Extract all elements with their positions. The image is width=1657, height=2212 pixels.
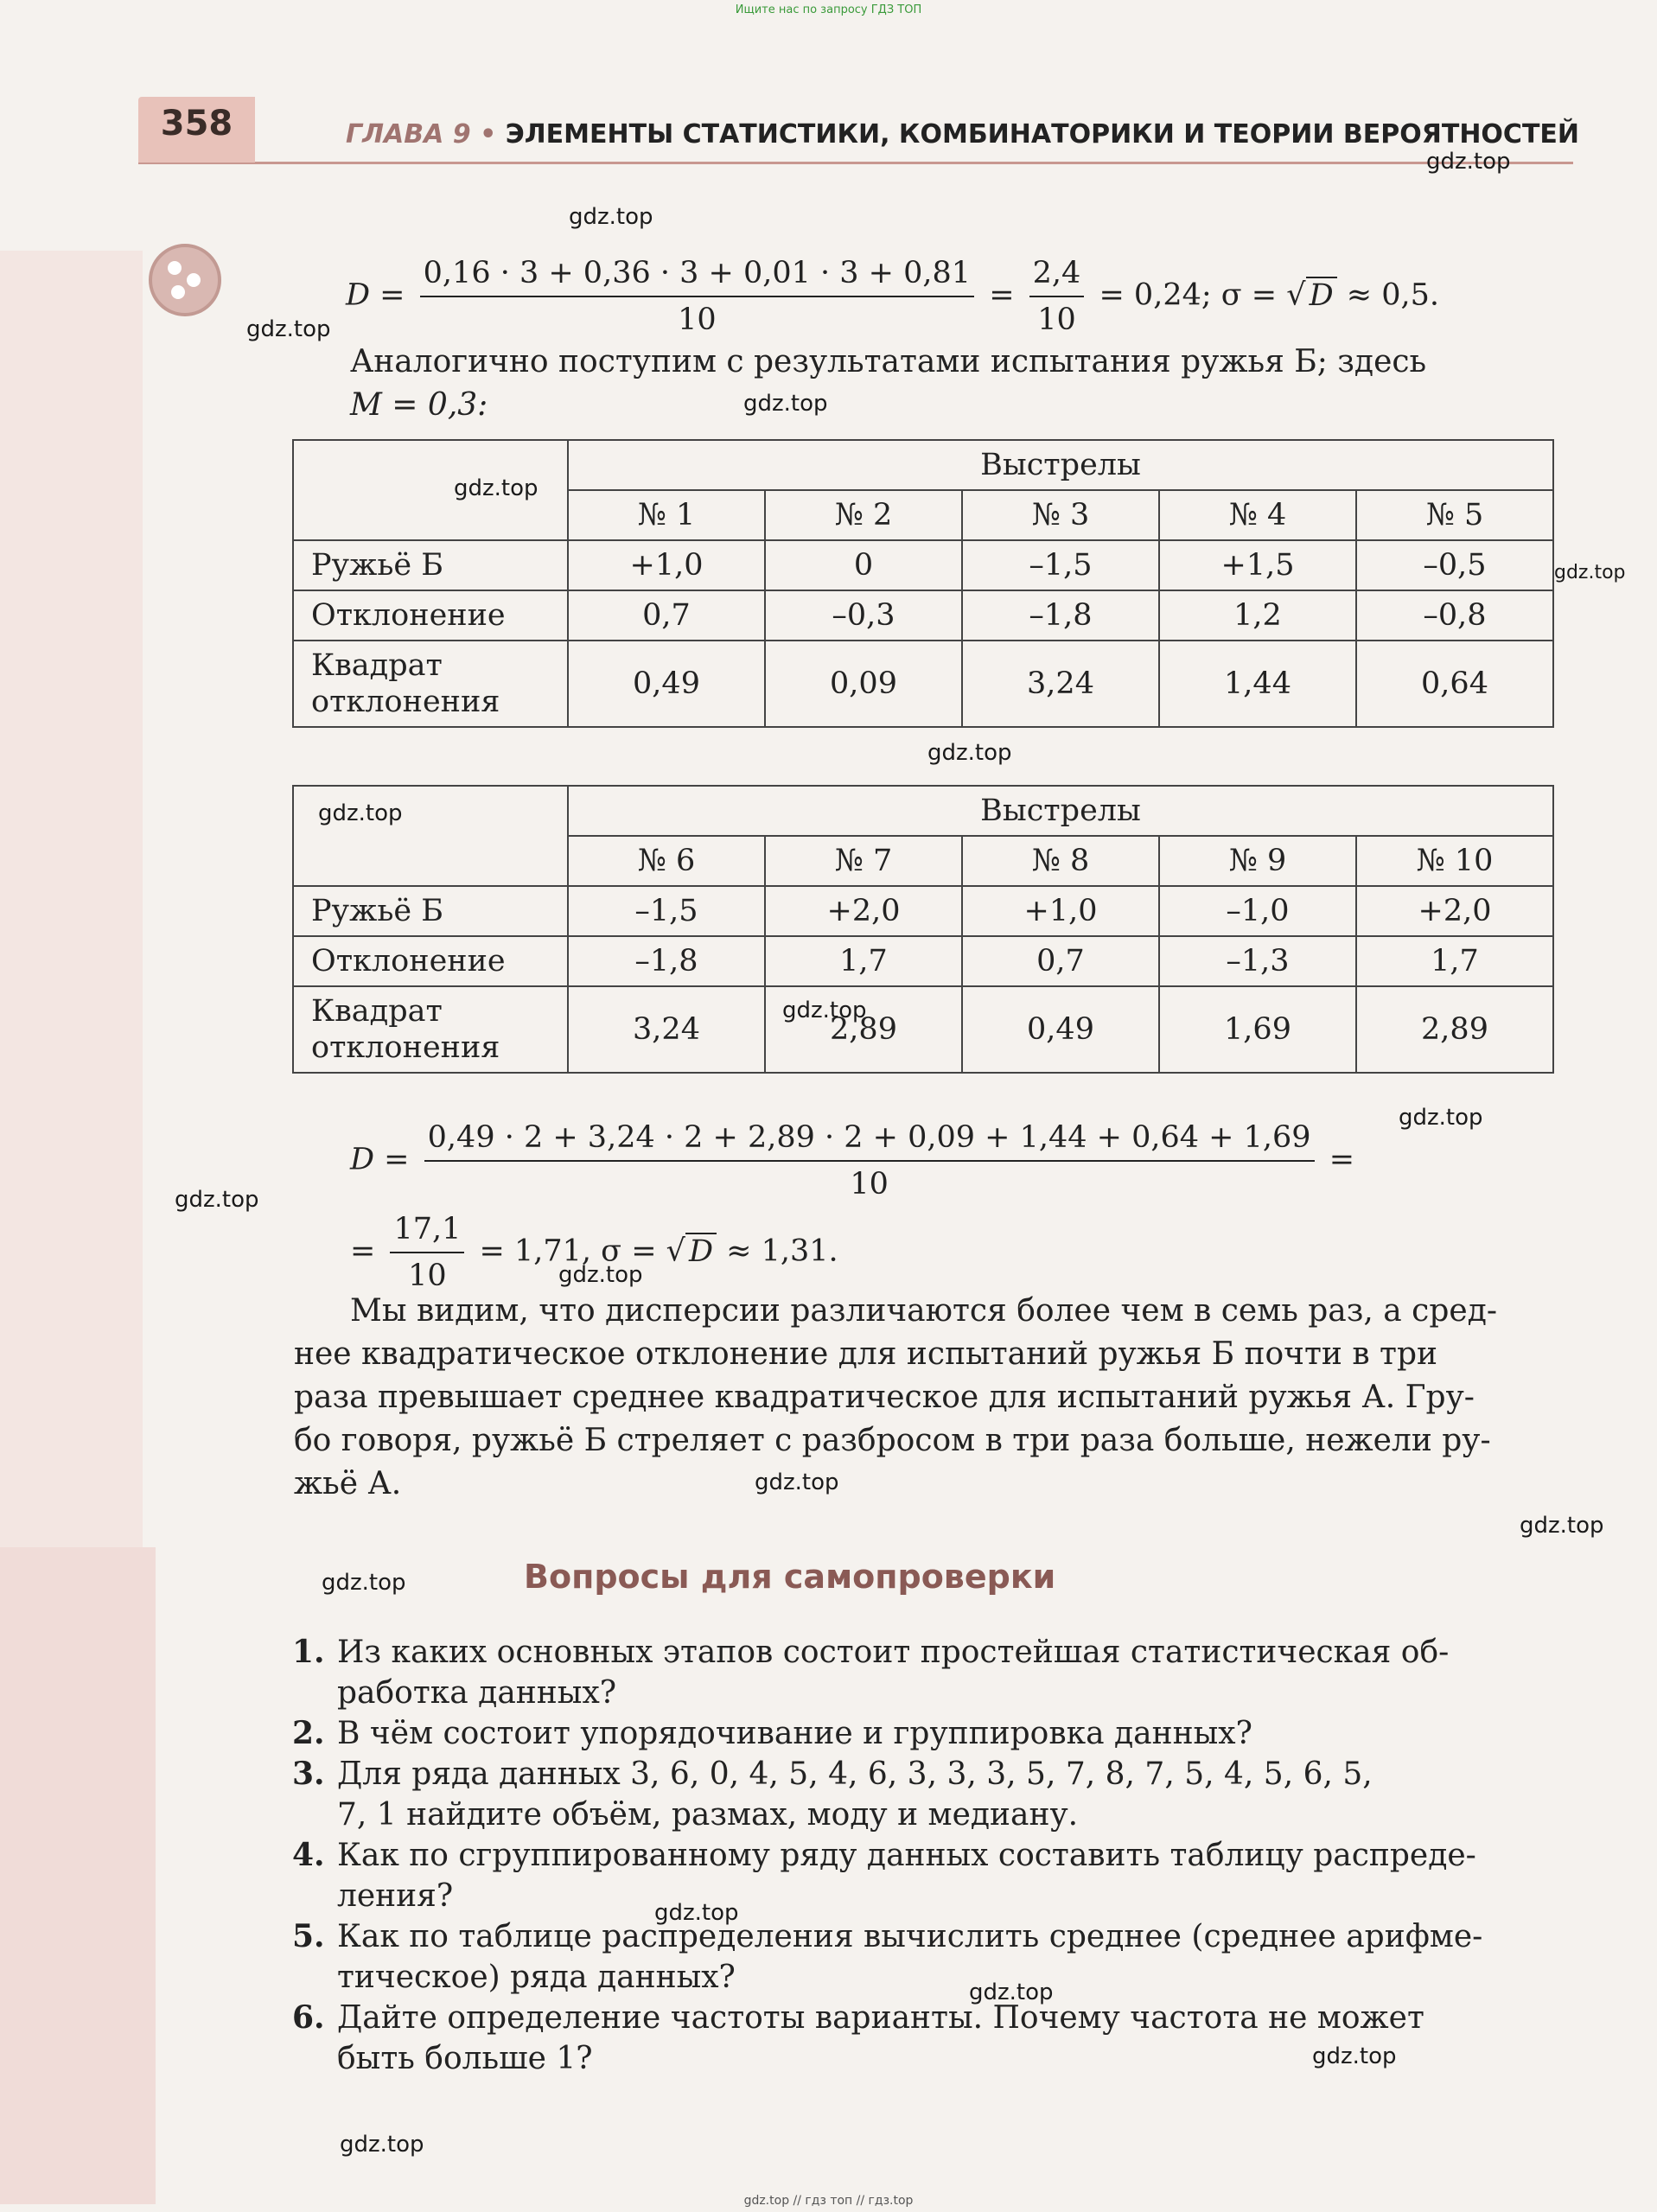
- watermark: gdz.top: [558, 1262, 643, 1288]
- section-marker-icon: [149, 244, 221, 316]
- column-header: № 9: [1159, 836, 1356, 886]
- margin-band: [0, 251, 143, 1547]
- fraction: $\frac{17,1}{10}$: [390, 1208, 464, 1297]
- watermark: gdz.top: [1312, 2043, 1397, 2069]
- watermark: gdz.top: [755, 1469, 839, 1495]
- list-item: 6. Дайте определение частоты варианты. Почему частота не может быть больше 1?: [292, 1999, 1424, 2076]
- bullet-icon: •: [480, 119, 506, 150]
- shots-table-1: [292, 439, 1554, 728]
- watermark: gdz.top: [1426, 149, 1511, 175]
- table-row: Ружьё Б +1,0 0 –1,5 +1,5 –0,5: [293, 540, 1553, 590]
- table-row: Квадрат отклонения 3,24 2,89 0,49 1,69 2,89: [293, 986, 1553, 1073]
- watermark: gdz.top: [1554, 562, 1626, 583]
- chapter-label: ГЛАВА 9: [346, 119, 471, 150]
- paragraph: Аналогично поступим с результатами испытания ружья Б; здесь M = 0,3:: [350, 344, 1427, 423]
- list-item: 3. Для ряда данных 3, 6, 0, 4, 5, 4, 6, 3, 3, 3, 5, 7, 8, 7, 5, 4, 5, 6, 5, 7, 1 найдите объём, размах, моду и медиану.: [292, 1756, 1373, 1833]
- footer-links[interactable]: gdz.top // гдз топ // гдз.top: [743, 2194, 914, 2208]
- column-header: № 7: [765, 836, 962, 886]
- watermark: gdz.top: [782, 998, 867, 1023]
- watermark: gdz.top: [454, 475, 539, 501]
- column-header: № 10: [1356, 836, 1553, 886]
- column-header: № 5: [1356, 490, 1553, 540]
- sqrt-symbol: √: [666, 1233, 685, 1269]
- chapter-name: ЭЛЕМЕНТЫ СТАТИСТИКИ, КОМБИНАТОРИКИ И ТЕОРИИ ВЕРОЯТНОСТЕЙ: [505, 119, 1580, 150]
- list-item: 1. Из каких основных этапов состоит простейшая статистическая об- работка данных?: [292, 1634, 1450, 1711]
- column-header: № 3: [962, 490, 1159, 540]
- watermark: gdz.top: [1399, 1105, 1483, 1131]
- table-row: Квадрат отклонения 0,49 0,09 3,24 1,44 0,64: [293, 641, 1553, 727]
- watermark: gdz.top: [340, 2132, 424, 2158]
- question-list: [292, 1632, 1545, 2079]
- column-header: № 2: [765, 490, 962, 540]
- group-header: Выстрелы: [568, 786, 1553, 836]
- watermark: gdz.top: [569, 204, 653, 230]
- column-header: № 6: [568, 836, 765, 886]
- variance-formula-a: D = $\frac{0,16 \cdot 3 + 0,36 \cdot 3 + 0,01 \cdot 3 + 0,81}{10}$ = $\frac{2,4}{10}$ = 0,24; σ = √ D ≈ 0,5.: [346, 252, 1439, 341]
- watermark: gdz.top: [318, 800, 403, 826]
- fraction: $\frac{2,4}{10}$: [1029, 252, 1085, 341]
- fraction: $\frac{0,49 \cdot 2 + 3,24 \cdot 2 + 2,89 \cdot 2 + 0,09 + 1,44 + 0,64 + 1,69}{10}$: [424, 1117, 1315, 1205]
- sqrt-symbol: √: [1286, 277, 1306, 313]
- list-item: 2. В чём состоит упорядочивание и группировка данных?: [292, 1715, 1252, 1751]
- chapter-title: [346, 119, 1579, 150]
- watermark: gdz.top: [969, 1979, 1054, 2005]
- fraction: $\frac{0,16 \cdot 3 + 0,36 \cdot 3 + 0,01 \cdot 3 + 0,81}{10}$: [420, 252, 974, 341]
- watermark: gdz.top: [654, 1900, 739, 1926]
- search-banner[interactable]: Ищите нас по запросу ГДЗ ТОП: [735, 3, 922, 16]
- watermark: gdz.top: [175, 1187, 259, 1213]
- table-row: Отклонение –1,8 1,7 0,7 –1,3 1,7: [293, 936, 1553, 986]
- list-item: 4. Как по сгруппированному ряду данных составить таблицу распреде- ления?: [292, 1837, 1476, 1914]
- variance-formula-b: D = $\frac{0,49 \cdot 2 + 3,24 \cdot 2 + 2,89 \cdot 2 + 0,09 + 1,44 + 0,64 + 1,69}{10}$ =: [350, 1117, 1354, 1205]
- watermark: gdz.top: [246, 316, 331, 342]
- watermark: gdz.top: [743, 391, 828, 417]
- page-number: 358: [160, 104, 233, 143]
- section-heading: Вопросы для самопроверки: [524, 1558, 1056, 1596]
- column-header: № 4: [1159, 490, 1356, 540]
- column-header: № 8: [962, 836, 1159, 886]
- margin-band-lower: [0, 1547, 156, 2204]
- table-row: Ружьё Б –1,5 +2,0 +1,0 –1,0 +2,0: [293, 886, 1553, 936]
- conclusion-paragraph: Мы видим, что дисперсии различаются более чем в семь раз, а сред- нее квадратическое отклонение для испытаний ружья Б почти в три раза превышает среднее квадратическое для испытаний ружья А. Гру- бо говоря, ружьё Б стреляет с разбросом в три раза больше, нежели ру- жьё А.: [294, 1293, 1498, 1501]
- watermark: gdz.top: [1520, 1513, 1604, 1539]
- shots-table-2: [292, 785, 1554, 1074]
- watermark: gdz.top: [927, 740, 1012, 766]
- variance-formula-b-result: = $\frac{17,1}{10}$ = 1,71, σ = √ D ≈ 1,31.: [350, 1208, 838, 1297]
- table-row: Отклонение 0,7 –0,3 –1,8 1,2 –0,8: [293, 590, 1553, 641]
- watermark: gdz.top: [322, 1570, 406, 1596]
- list-item: 5. Как по таблице распределения вычислить среднее (среднее арифме- тическое) ряда данных?: [292, 1918, 1483, 1995]
- group-header: Выстрелы: [568, 440, 1553, 490]
- column-header: № 1: [568, 490, 765, 540]
